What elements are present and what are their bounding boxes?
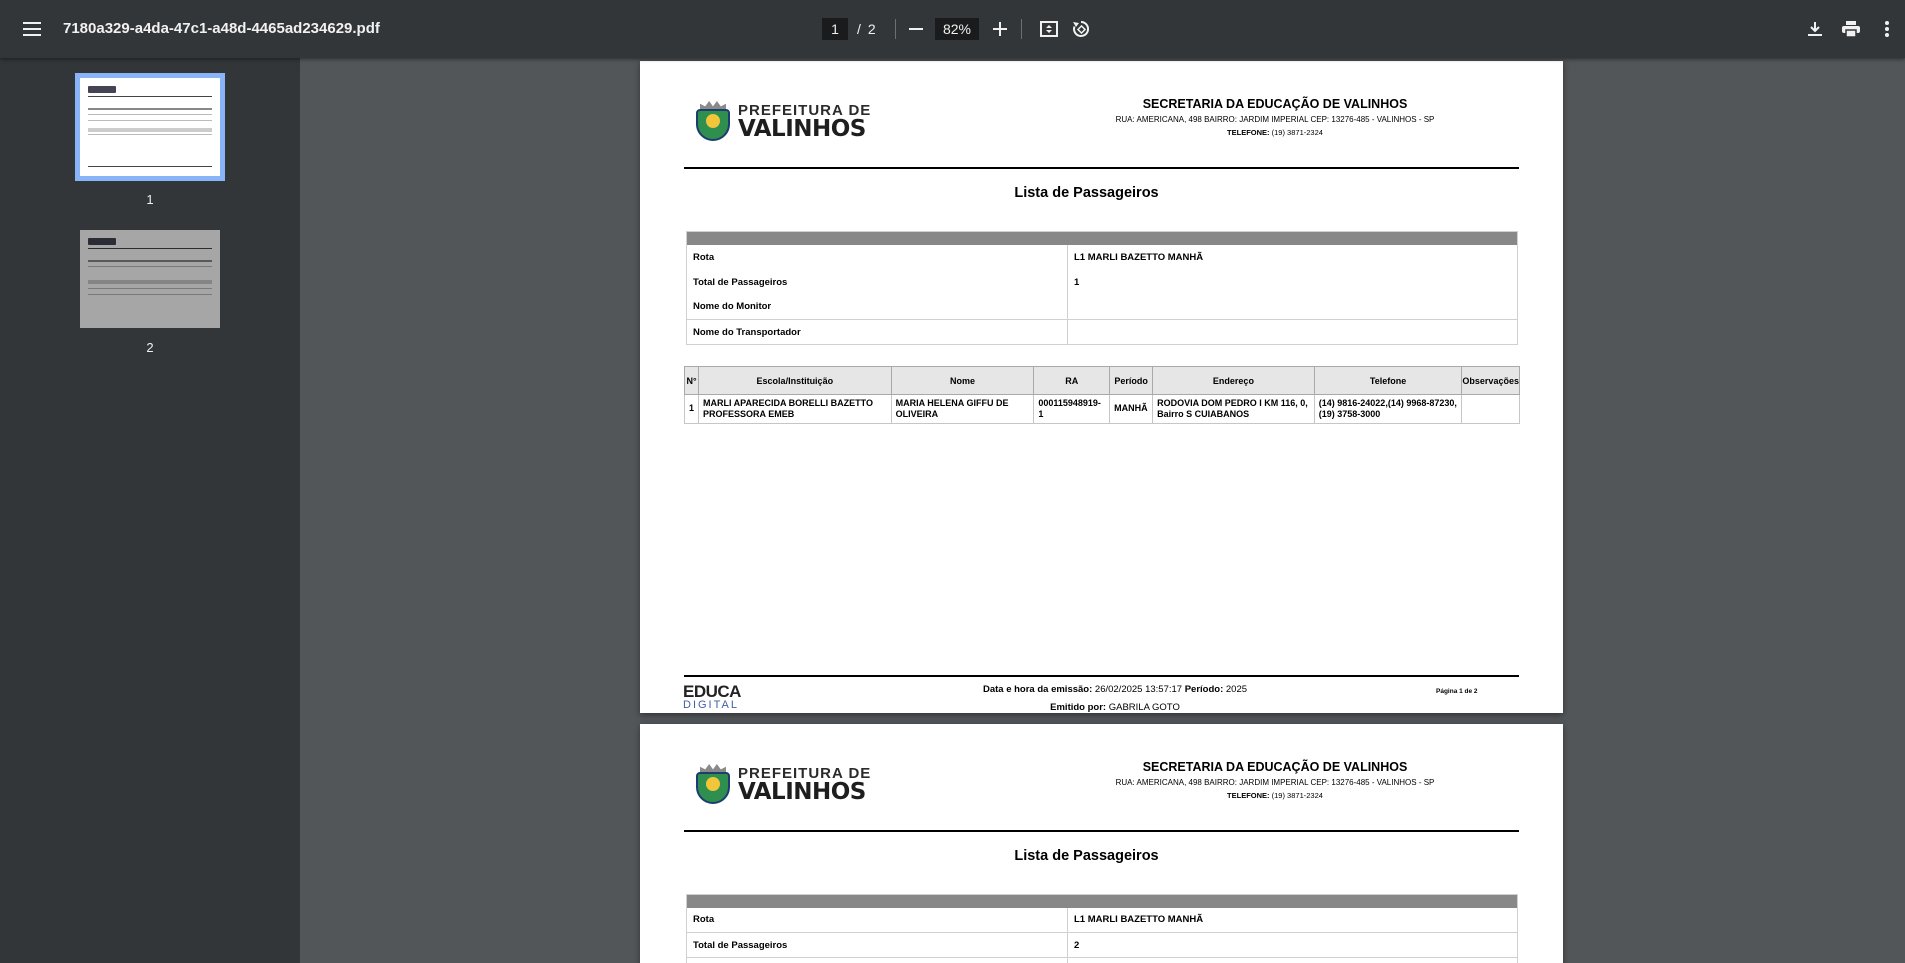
valinhos-crest-icon — [694, 764, 732, 806]
thumbnail-table — [88, 288, 212, 289]
plus-icon[interactable] — [982, 11, 1018, 47]
cell-ra: 000115948919-1 — [1034, 395, 1110, 424]
thumbnail-table — [88, 128, 212, 132]
total-pages: 2 — [867, 21, 876, 37]
download-icon[interactable] — [1797, 11, 1833, 47]
column-header: RA — [1034, 367, 1110, 395]
pdf-toolbar — [0, 0, 1905, 58]
thumbnail-table — [88, 114, 212, 115]
thumbnail-label: 1 — [146, 192, 154, 207]
thumbnail-logo — [88, 238, 116, 245]
toolbar-divider — [895, 19, 896, 39]
rotate-icon[interactable] — [1063, 11, 1099, 47]
header-rule — [684, 830, 1519, 832]
column-header: N° — [685, 367, 699, 395]
page-thumbnail-1[interactable] — [80, 78, 220, 176]
page-separator: / — [857, 21, 861, 37]
column-header: Período — [1110, 367, 1153, 395]
rota-value: L1 MARLI BAZETTO MANHÃ — [1068, 245, 1518, 270]
page-number-input[interactable] — [822, 18, 848, 40]
thumbnail-logo — [88, 86, 116, 93]
print-icon[interactable] — [1833, 11, 1869, 47]
total-value: 2 — [1068, 933, 1518, 958]
table-row — [685, 395, 1520, 424]
monitor-value — [1068, 295, 1518, 320]
logo-line-1: PREFEITURA DE — [738, 102, 872, 119]
thumbnail-table — [88, 134, 212, 135]
transportador-label: Nome do Transportador — [687, 320, 1068, 345]
page-selector — [822, 18, 876, 40]
document-title: 7180a329-a4da-47c1-a48d-4465ad234629.pdf — [63, 20, 380, 37]
column-header: Telefone — [1314, 367, 1462, 395]
pdf-page-1 — [640, 61, 1563, 713]
thumbnail-table — [88, 260, 212, 262]
route-info-table — [686, 894, 1518, 963]
passengers-table — [684, 366, 1520, 424]
rota-value: L1 MARLI BAZETTO MANHÃ — [1068, 908, 1518, 933]
cell-n: 1 — [685, 395, 699, 424]
pdf-page-2 — [640, 724, 1563, 963]
zoom-level-input[interactable] — [935, 18, 979, 40]
page-count-label: Página 1 de 2 — [1436, 688, 1478, 695]
thumbnail-table — [88, 280, 212, 284]
header-rule — [684, 167, 1519, 169]
more-vert-icon[interactable] — [1869, 11, 1905, 47]
prefeitura-logo — [694, 101, 871, 143]
educa-digital-logo: EDUCA DIGITAL — [683, 682, 741, 711]
thumbnail-rule — [88, 96, 212, 97]
logo-line-2: VALINHOS — [738, 116, 866, 142]
cell-observacoes — [1462, 395, 1520, 424]
thumbnail-table — [88, 266, 212, 267]
thumbnail-sidebar — [0, 58, 300, 963]
column-header: Escola/Instituição — [699, 367, 892, 395]
logo-line-2: VALINHOS — [738, 779, 866, 805]
thumbnail-rule — [88, 248, 212, 249]
valinhos-crest-icon — [694, 101, 732, 143]
thumbnail-table — [88, 108, 212, 110]
thumbnail-rule — [88, 166, 212, 167]
fit-page-icon[interactable] — [1031, 11, 1067, 47]
toolbar-divider — [1021, 19, 1022, 39]
minus-icon[interactable] — [898, 11, 934, 47]
column-header: Nome — [891, 367, 1034, 395]
footer-info: Data e hora da emissão: 26/02/2025 13:57:17 Período: 2025 Emitido por: GABRILA GOTO — [982, 684, 1248, 713]
secretaria-phone: TELEFONE: (19) 3871-2324 — [1227, 128, 1323, 137]
table-header-row — [685, 367, 1520, 395]
secretaria-address: RUA: AMERICANA, 498 BAIRRO: JARDIM IMPERIAL CEP: 13276-485 - VALINHOS - SP — [1115, 778, 1435, 787]
total-label: Total de Passageiros — [687, 270, 1068, 295]
secretaria-address: RUA: AMERICANA, 498 BAIRRO: JARDIM IMPERIAL CEP: 13276-485 - VALINHOS - SP — [1115, 115, 1435, 124]
total-value: 1 — [1068, 270, 1518, 295]
thumbnail-table — [88, 294, 212, 295]
list-title: Lista de Passageiros — [1014, 848, 1159, 864]
transportador-value — [1068, 320, 1518, 345]
prefeitura-logo — [694, 764, 871, 806]
cell-escola: MARLI APARECIDA BORELLI BAZETTO PROFESSORA EMEB — [699, 395, 892, 424]
secretaria-title: SECRETARIA DA EDUCAÇÃO DE VALINHOS — [1142, 760, 1408, 774]
total-label: Total de Passageiros — [687, 933, 1068, 958]
logo-line-1: PREFEITURA DE — [738, 765, 872, 782]
column-header: Observações — [1462, 367, 1520, 395]
cell-endereco: RODOVIA DOM PEDRO I KM 116, 0, Bairro S CUIABANOS — [1153, 395, 1315, 424]
list-title: Lista de Passageiros — [1014, 185, 1159, 201]
cell-telefone: (14) 9816-24022,(14) 9968-87230,(19) 3758-3000 — [1314, 395, 1462, 424]
cell-nome: MARIA HELENA GIFFU DE OLIVEIRA — [891, 395, 1034, 424]
thumbnail-table — [88, 120, 212, 121]
footer-rule — [684, 675, 1519, 677]
rota-label: Rota — [687, 908, 1068, 933]
secretaria-header — [1080, 97, 1470, 137]
secretaria-header — [1080, 760, 1470, 800]
hamburger-icon[interactable] — [14, 11, 50, 47]
secretaria-title: SECRETARIA DA EDUCAÇÃO DE VALINHOS — [1142, 97, 1408, 111]
page-thumbnail-2[interactable] — [80, 230, 220, 328]
rota-label: Rota — [687, 245, 1068, 270]
monitor-label: Nome do Monitor — [687, 295, 1068, 320]
column-header: Endereço — [1153, 367, 1315, 395]
thumbnail-label: 2 — [146, 340, 154, 355]
secretaria-phone: TELEFONE: (19) 3871-2324 — [1227, 791, 1323, 800]
cell-periodo: MANHÃ — [1110, 395, 1153, 424]
route-info-table — [686, 231, 1518, 345]
